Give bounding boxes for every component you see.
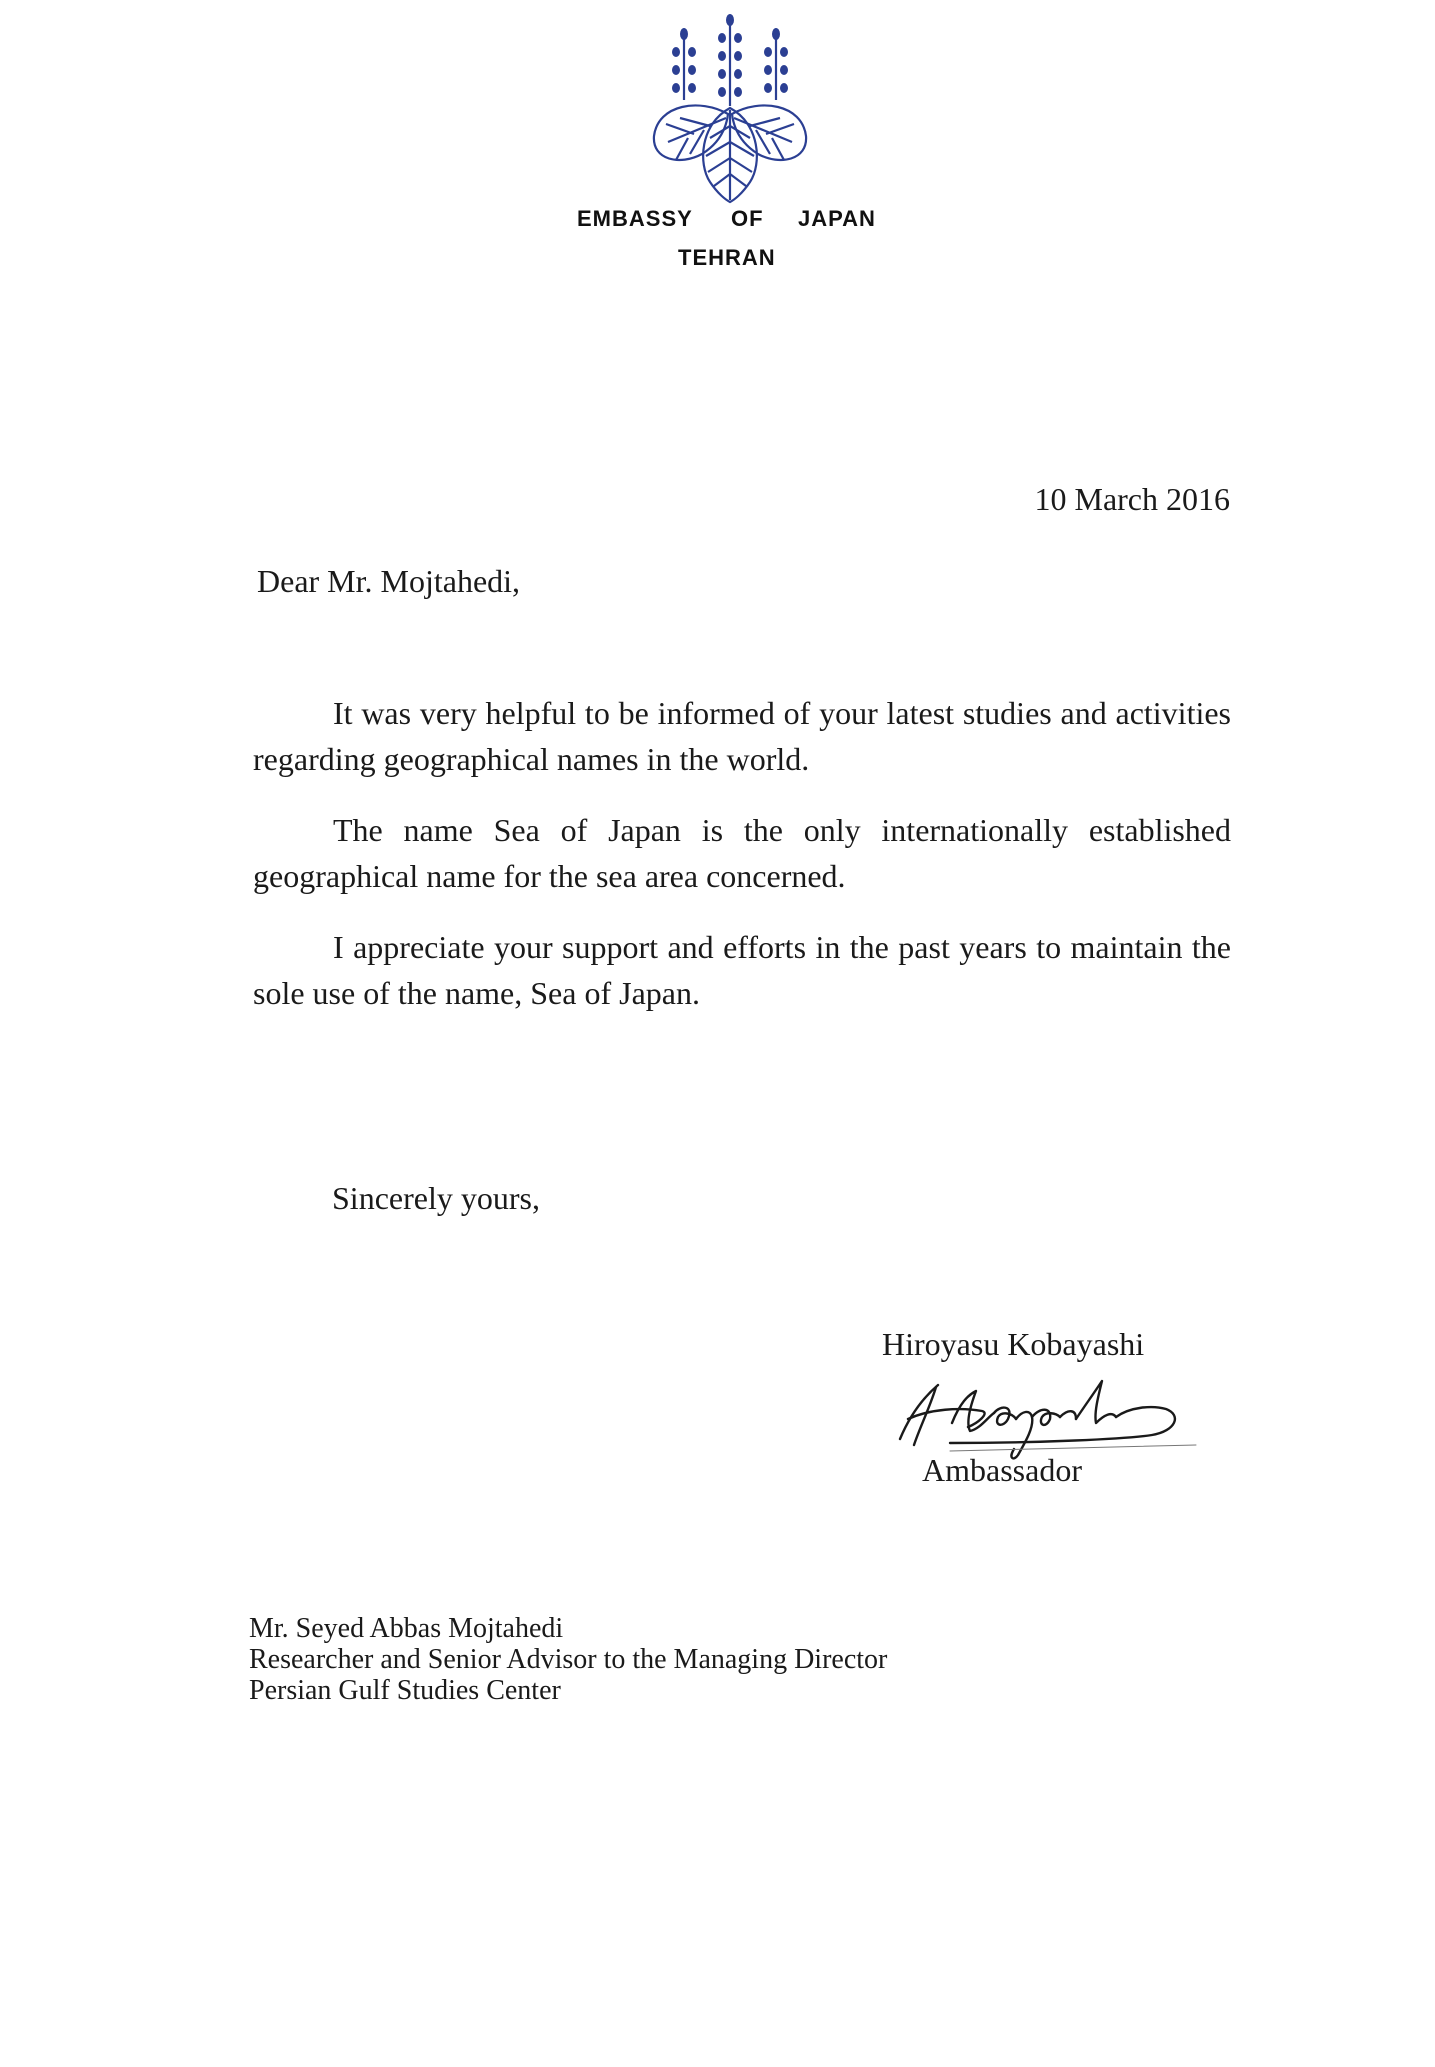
body-paragraph-2 xyxy=(253,807,1231,899)
letterhead-word-embassy: EMBASSY xyxy=(577,206,693,231)
paragraph-text: The name Sea of Japan is the only internationally established geographical name for the sea area concerned. xyxy=(253,812,1231,894)
letter-date: 10 March 2016 xyxy=(1034,481,1230,517)
paulownia-crest-icon xyxy=(640,14,820,204)
salutation: Dear Mr. Mojtahedi, xyxy=(257,563,521,599)
paragraph-text: I appreciate your support and efforts in the past years to maintain the sole use of the name, Sea of Japan. xyxy=(253,929,1231,1011)
recipient-organization: Persian Gulf Studies Center xyxy=(249,1675,561,1706)
body-paragraph-3 xyxy=(253,924,1231,1016)
paragraph-text: It was very helpful to be informed of your latest studies and activities regarding geographical names in the world. xyxy=(253,695,1231,777)
letterhead-city: TEHRAN xyxy=(678,245,776,270)
signatory-name: Hiroyasu Kobayashi xyxy=(882,1326,1145,1362)
closing: Sincerely yours, xyxy=(332,1180,540,1216)
letterhead-word-of: OF xyxy=(731,206,764,231)
recipient-position: Researcher and Senior Advisor to the Managing Director xyxy=(249,1644,888,1675)
signatory-title: Ambassador xyxy=(922,1452,1082,1488)
letterhead xyxy=(0,0,1435,290)
letterhead-word-japan: JAPAN xyxy=(798,206,876,231)
recipient-name: Mr. Seyed Abbas Mojtahedi xyxy=(249,1613,564,1644)
recipient-block xyxy=(249,1613,887,1706)
body-paragraph-1 xyxy=(253,690,1231,782)
